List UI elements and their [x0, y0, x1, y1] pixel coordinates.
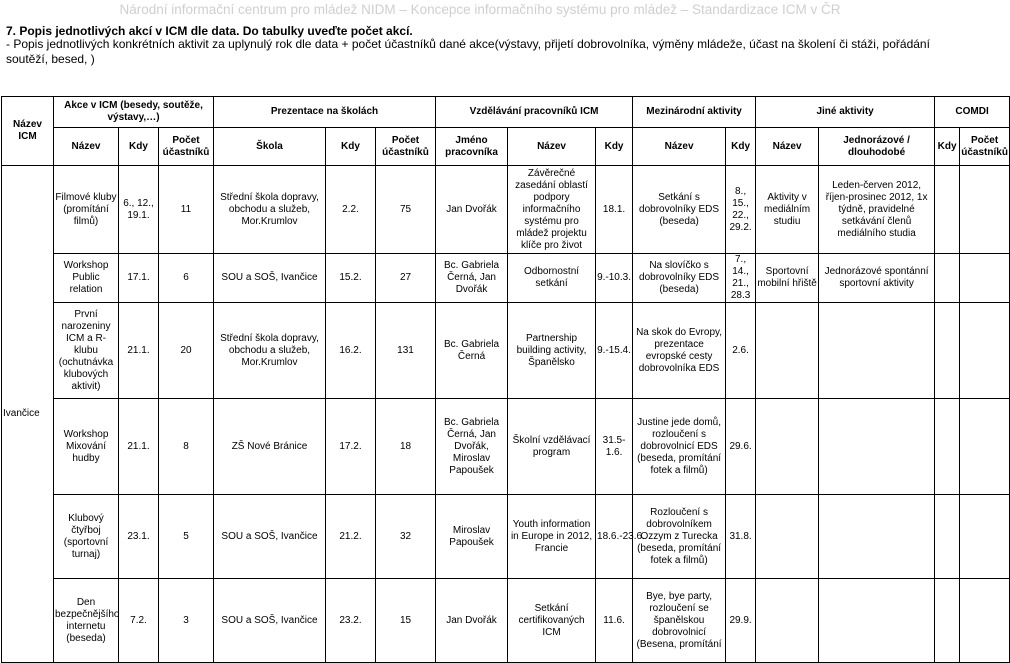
jmeno-cell: Jan Dvořák [436, 166, 508, 254]
pres-kdy-cell: 23.2. [326, 579, 376, 663]
comdi-pocet-cell [960, 303, 1010, 399]
skola-cell: ZŠ Nové Bránice [214, 399, 326, 495]
comdi-group-header: COMDI [935, 97, 1010, 128]
mezinarodni-group-header: Mezinárodní aktivity [633, 97, 756, 128]
akce-nazev-cell: První narozeniny ICM a R-klubu (ochutnávka klubových aktivit) [54, 303, 119, 399]
jmeno-cell: Bc. Gabriela Černá [436, 303, 508, 399]
mez-nazev-cell: Rozloučení s dobrovolníkem Ozzym z Turecka (beseda, promítání fotek a filmů) [633, 495, 726, 579]
akce-kdy-cell: 6., 12., 19.1. [119, 166, 159, 254]
mez-kdy-cell: 2.6. [726, 303, 756, 399]
comdi-kdy-cell [935, 495, 960, 579]
comdi-pocet-cell [960, 399, 1010, 495]
col-pres-kdy: Kdy [326, 128, 376, 166]
jine-nazev-cell: Aktivity v mediálním studiu [756, 166, 819, 254]
akce-kdy-cell: 21.1. [119, 399, 159, 495]
mez-kdy-cell: 7., 14., 21., 28.3 [726, 254, 756, 303]
table-row [2, 399, 1010, 495]
col-mez-nazev: Název [633, 128, 726, 166]
nazev-icm-header: Název ICM [2, 97, 54, 166]
col-vzd-kdy: Kdy [596, 128, 633, 166]
akce-kdy-cell: 23.1. [119, 495, 159, 579]
akce-pocet-cell: 20 [159, 303, 214, 399]
comdi-typ-cell [819, 579, 935, 663]
pres-pocet-cell: 15 [376, 579, 436, 663]
col-skola: Škola [214, 128, 326, 166]
vzd-nazev-cell: Odbornostní setkání [508, 254, 596, 303]
activities-table [1, 96, 1010, 663]
mez-nazev-cell: Na skok do Evropy, prezentace evropské cesty dobrovolníka EDS [633, 303, 726, 399]
col-comdi-kdy: Kdy [935, 128, 960, 166]
jmeno-cell: Bc. Gabriela Černá, Jan Dvořák [436, 254, 508, 303]
jine-nazev-cell: Sportovní mobilní hřiště [756, 254, 819, 303]
comdi-typ-cell [819, 399, 935, 495]
comdi-kdy-cell [935, 166, 960, 254]
pres-pocet-cell: 18 [376, 399, 436, 495]
skola-cell: SOU a SOŠ, Ivančice [214, 579, 326, 663]
jine-nazev-cell [756, 399, 819, 495]
akce-nazev-cell: Klubový čtyřboj (sportovní turnaj) [54, 495, 119, 579]
pres-pocet-cell: 131 [376, 303, 436, 399]
akce-pocet-cell: 11 [159, 166, 214, 254]
comdi-pocet-cell [960, 166, 1010, 254]
comdi-pocet-cell [960, 254, 1010, 303]
skola-cell: Střední škola dopravy, obchodu a služeb, Mor.Krumlov [214, 166, 326, 254]
col-akce-kdy: Kdy [119, 128, 159, 166]
akce-kdy-cell: 17.1. [119, 254, 159, 303]
comdi-typ-cell [819, 495, 935, 579]
akce-kdy-cell: 7.2. [119, 579, 159, 663]
vzd-nazev-cell: Setkání certifikovaných ICM [508, 579, 596, 663]
pres-pocet-cell: 75 [376, 166, 436, 254]
col-jmeno: Jméno pracovníka [436, 128, 508, 166]
jine-group-header: Jiné aktivity [756, 97, 935, 128]
table-row [2, 579, 1010, 663]
comdi-kdy-cell [935, 399, 960, 495]
vzd-nazev-cell: Youth information in Europe in 2012, Francie [508, 495, 596, 579]
pres-kdy-cell: 2.2. [326, 166, 376, 254]
col-comdi-typ: Jednorázové / dlouhodobé [819, 128, 935, 166]
mez-nazev-cell: Bye, bye party, rozloučení se španělskou dobrovolnicí (Besena, promítání [633, 579, 726, 663]
section-title: 7. Popis jednotlivých akcí v ICM dle data. Do tabulky uveďte počet akcí. [6, 24, 413, 38]
header-row-groups [2, 97, 1010, 128]
akce-nazev-cell: Workshop Mixování hudby [54, 399, 119, 495]
header-row-columns [2, 128, 1010, 166]
comdi-kdy-cell [935, 579, 960, 663]
akce-nazev-cell: Den bezpečnějšího internetu (beseda) [54, 579, 119, 663]
akce-pocet-cell: 6 [159, 254, 214, 303]
akce-kdy-cell: 21.1. [119, 303, 159, 399]
table-row [2, 303, 1010, 399]
mez-kdy-cell: 31.8. [726, 495, 756, 579]
mez-nazev-cell: Setkání s dobrovolníky EDS (beseda) [633, 166, 726, 254]
col-mez-kdy: Kdy [726, 128, 756, 166]
jine-nazev-cell [756, 303, 819, 399]
prezentace-group-header: Prezentace na školách [214, 97, 436, 128]
mez-nazev-cell: Justine jede domů, rozloučení s dobrovolnicí EDS (beseda, promítání fotek a filmů) [633, 399, 726, 495]
pres-kdy-cell: 17.2. [326, 399, 376, 495]
mez-kdy-cell: 29.6. [726, 399, 756, 495]
table-row [2, 166, 1010, 254]
skola-cell: SOU a SOŠ, Ivančice [214, 495, 326, 579]
pres-kdy-cell: 21.2. [326, 495, 376, 579]
col-akce-nazev: Název [54, 128, 119, 166]
col-pres-pocet: Počet účastníků [376, 128, 436, 166]
akce-group-header: Akce v ICM (besedy, soutěže, výstavy,…) [54, 97, 214, 128]
mez-kdy-cell: 8., 15., 22., 29.2. [726, 166, 756, 254]
mez-nazev-cell: Na slovíčko s dobrovolníky EDS (beseda) [633, 254, 726, 303]
vzd-kdy-cell: 31.5-1.6. [596, 399, 633, 495]
jine-nazev-cell [756, 495, 819, 579]
comdi-typ-cell [819, 303, 935, 399]
page-header: Národní informační centrum pro mládež NIDM – Koncepce informačního systému pro mládež – Standardizace ICM v ČR [119, 2, 841, 17]
comdi-pocet-cell [960, 579, 1010, 663]
akce-nazev-cell: Workshop Public relation [54, 254, 119, 303]
pres-pocet-cell: 27 [376, 254, 436, 303]
vzdelavani-group-header: Vzdělávání pracovníků ICM [436, 97, 633, 128]
table-row [2, 495, 1010, 579]
jine-nazev-cell [756, 579, 819, 663]
vzd-kdy-cell: 9.-15.4. [596, 303, 633, 399]
vzd-nazev-cell: Školní vzdělávací program [508, 399, 596, 495]
section-description: - Popis jednotlivých konkrétních aktivit za uplynulý rok dle data + počet účastníků dané akce(výstavy, přijetí dobrovolníka, výměny mládeže, účast na školení či stáži, pořádání soutěží, besed, ) [6, 37, 930, 66]
akce-pocet-cell: 3 [159, 579, 214, 663]
comdi-pocet-cell [960, 495, 1010, 579]
col-vzd-nazev: Název [508, 128, 596, 166]
skola-cell: SOU a SOŠ, Ivančice [214, 254, 326, 303]
akce-pocet-cell: 5 [159, 495, 214, 579]
jmeno-cell: Jan Dvořák [436, 579, 508, 663]
jmeno-cell: Bc. Gabriela Černá, Jan Dvořák, Miroslav Papoušek [436, 399, 508, 495]
table-row [2, 254, 1010, 303]
comdi-kdy-cell [935, 303, 960, 399]
vzd-nazev-cell: Partnership building activity, Španělsko [508, 303, 596, 399]
comdi-typ-cell: Jednorázové spontánní sportovní aktivity [819, 254, 935, 303]
jmeno-cell: Miroslav Papoušek [436, 495, 508, 579]
icm-name-cell: Ivančice [2, 166, 54, 663]
vzd-kdy-cell: 18.6.-23.6. [596, 495, 633, 579]
pres-pocet-cell: 32 [376, 495, 436, 579]
vzd-kdy-cell: 18.1. [596, 166, 633, 254]
pres-kdy-cell: 15.2. [326, 254, 376, 303]
col-comdi-pocet: Počet účastníků [960, 128, 1010, 166]
vzd-nazev-cell: Závěrečné zasedání oblastí podpory informačního systému pro mládež projektu klíče pro život [508, 166, 596, 254]
col-akce-pocet: Počet účastníků [159, 128, 214, 166]
vzd-kdy-cell: 9.-10.3. [596, 254, 633, 303]
akce-nazev-cell: Filmové kluby (promítání filmů) [54, 166, 119, 254]
pres-kdy-cell: 16.2. [326, 303, 376, 399]
vzd-kdy-cell: 11.6. [596, 579, 633, 663]
akce-pocet-cell: 8 [159, 399, 214, 495]
mez-kdy-cell: 29.9. [726, 579, 756, 663]
comdi-typ-cell: Leden-červen 2012, říjen-prosinec 2012, 1x týdně, pravidelné setkávání členů mediálního studia [819, 166, 935, 254]
col-jine-nazev: Název [756, 128, 819, 166]
skola-cell: Střední škola dopravy, obchodu a služeb, Mor.Krumlov [214, 303, 326, 399]
comdi-kdy-cell [935, 254, 960, 303]
